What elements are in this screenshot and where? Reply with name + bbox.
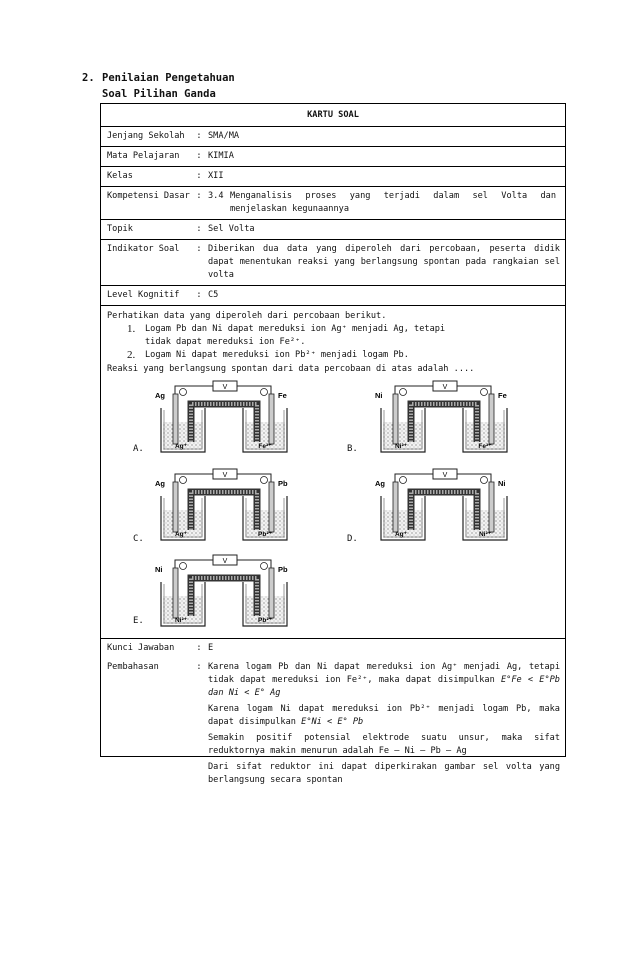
info-sep: :: [196, 286, 202, 306]
volta-cell-b: [371, 380, 521, 459]
info-row: [101, 286, 565, 306]
discussion-formula: E°Fe < E°Pb dan Ni < E° Ag: [208, 675, 560, 698]
metal-label-left: Ag: [155, 479, 165, 488]
discussion-paragraph: [208, 661, 560, 700]
discussion-paragraph: Semakin positif potensial elektrode suatu unsur, maka sifat reduktornya makin menurun adalah Fe – Ni – Pb – Ag: [208, 733, 560, 756]
volta-cell-svg: [371, 468, 521, 544]
info-sep: :: [196, 240, 202, 286]
card-info-table: [101, 127, 565, 306]
info-sep: :: [196, 187, 202, 220]
ion-label-right: Fe²⁺: [258, 443, 272, 450]
ion-label-left: Ag⁺: [394, 531, 408, 538]
answer-value: E: [208, 643, 214, 653]
ion-label-right: Ni²⁺: [478, 531, 492, 538]
kd-number: 3.4: [208, 191, 224, 201]
info-value: C5: [202, 286, 565, 306]
card-title: KARTU SOAL: [101, 104, 565, 127]
ion-label-right: Pb²⁺: [258, 617, 272, 624]
info-label: Mata Pelajaran: [101, 147, 196, 167]
question-item: [127, 349, 559, 362]
info-row: [101, 240, 565, 286]
option-label-e: E.: [133, 616, 144, 626]
terminal-left: [180, 477, 187, 484]
ion-label-right: Pb²⁺: [258, 531, 272, 538]
info-value: Diberikan dua data yang diperoleh dari percobaan, peserta didik dapat menentukan reaksi yang berlangsung spontan pada rangkaian sel volta: [202, 240, 565, 286]
volta-cell-svg: [151, 554, 301, 630]
info-label: Jenjang Sekolah: [101, 127, 196, 147]
answer-row: [101, 639, 565, 659]
volta-cell-svg: [151, 468, 301, 544]
electrode-left: [393, 394, 398, 444]
ion-label-left: Ag⁺: [174, 531, 188, 538]
discussion-row: [101, 658, 565, 793]
volta-cell-a: [151, 380, 301, 459]
terminal-left: [180, 563, 187, 570]
ion-label-right: Fe²⁺: [478, 443, 492, 450]
info-value: [202, 187, 565, 220]
info-label: Level Kognitif: [101, 286, 196, 306]
answer-options: [101, 376, 565, 638]
info-value: Sel Volta: [202, 220, 565, 240]
section-number: 2.: [82, 72, 95, 84]
section-subtitle: Soal Pilihan Ganda: [102, 88, 216, 100]
question-prompt: Reaksi yang berlangsung spontan dari data percobaan di atas adalah ....: [107, 364, 475, 374]
terminal-right: [261, 477, 268, 484]
answer-table: [101, 638, 565, 793]
electrode-right: [269, 394, 274, 444]
option-label-b: B.: [347, 444, 358, 454]
info-row: [101, 220, 565, 240]
info-sep: :: [196, 167, 202, 187]
kd-text: Menganalisis proses yang terjadi dalam sel Volta dan menjelaskan kegunaannya: [230, 191, 556, 214]
voltmeter-label: V: [442, 384, 448, 391]
volta-cell-c: [151, 468, 301, 547]
info-row: [101, 187, 565, 220]
option-label-a: A.: [133, 444, 144, 454]
section-title: Penilaian Pengetahuan: [102, 72, 235, 84]
discussion-formula: E°Ni < E° Pb: [301, 717, 364, 727]
info-label: Kompetensi Dasar: [101, 187, 196, 220]
option-label-c: C.: [133, 534, 144, 544]
volta-cell-svg: [151, 380, 301, 456]
terminal-right: [261, 389, 268, 396]
electrode-left: [173, 394, 178, 444]
item-text: Logam Ni dapat mereduksi ion Pb²⁺ menjadi logam Pb.: [145, 350, 409, 360]
info-value: XII: [202, 167, 565, 187]
voltmeter-label: V: [222, 472, 228, 479]
discussion-paragraph: [208, 703, 560, 729]
option-label-d: D.: [347, 534, 358, 544]
item-text: Logam Pb dan Ni dapat mereduksi ion Ag⁺ menjadi Ag, tetapi tidak dapat mereduksi ion Fe²⁺.: [145, 324, 446, 347]
electrode-left: [173, 568, 178, 618]
question-block: [101, 306, 565, 376]
info-label: Kelas: [101, 167, 196, 187]
item-number: 1.: [127, 323, 136, 335]
metal-label-left: Ag: [155, 391, 165, 400]
volta-cell-svg: [371, 380, 521, 456]
metal-label-left: Ag: [375, 479, 385, 488]
metal-label-left: Ni: [375, 391, 383, 400]
volta-cell-d: [371, 468, 521, 547]
discussion-text: [202, 658, 565, 793]
voltmeter-label: V: [222, 558, 228, 565]
info-row: [101, 127, 565, 147]
electrode-right: [489, 482, 494, 532]
question-intro: Perhatikan data yang diperoleh dari percobaan berikut.: [107, 311, 387, 321]
metal-label-right: Fe: [278, 391, 287, 400]
metal-label-right: Pb: [278, 565, 288, 574]
terminal-right: [481, 477, 488, 484]
ion-label-left: Ni²⁺: [394, 443, 408, 450]
info-row: [101, 147, 565, 167]
metal-label-right: Ni: [498, 479, 506, 488]
electrode-right: [269, 482, 274, 532]
terminal-left: [400, 389, 407, 396]
ion-label-left: Ni²⁺: [174, 617, 188, 624]
electrode-left: [173, 482, 178, 532]
terminal-left: [180, 389, 187, 396]
voltmeter-label: V: [222, 384, 228, 391]
volta-cell-e: [151, 554, 301, 633]
electrode-right: [269, 568, 274, 618]
discussion-text-part: Karena logam Ni dapat mereduksi ion Pb²⁺ menjadi logam Pb, maka dapat disimpulkan: [208, 704, 560, 727]
question-card: [100, 103, 566, 785]
metal-label-right: Fe: [498, 391, 507, 400]
discussion-label: Pembahasan: [107, 662, 159, 672]
info-sep: :: [196, 127, 202, 147]
answer-label: Kunci Jawaban: [107, 643, 175, 653]
discussion-paragraph: Dari sifat reduktor ini dapat diperkirakan gambar sel volta yang berlangsung secara spontan: [208, 762, 560, 785]
info-sep: :: [196, 220, 202, 240]
question-item: [127, 323, 559, 349]
discussion-text-part: Karena logam Pb dan Ni dapat mereduksi ion Ag⁺ menjadi Ag, tetapi tidak dapat mereduksi ion Fe²⁺, maka dapat disimpulkan: [208, 662, 560, 685]
answer-sep: :: [196, 643, 202, 653]
info-value: KIMIA: [202, 147, 565, 167]
info-row: [101, 167, 565, 187]
electrode-right: [489, 394, 494, 444]
ion-label-left: Ag⁺: [174, 443, 188, 450]
metal-label-left: Ni: [155, 565, 163, 574]
electrode-left: [393, 482, 398, 532]
info-label: Topik: [101, 220, 196, 240]
voltmeter-label: V: [442, 472, 448, 479]
section-heading: [82, 70, 235, 102]
discussion-sep: :: [196, 662, 202, 672]
info-sep: :: [196, 147, 202, 167]
info-value: SMA/MA: [202, 127, 565, 147]
terminal-right: [481, 389, 488, 396]
terminal-right: [261, 563, 268, 570]
info-label: Indikator Soal: [101, 240, 196, 286]
item-number: 2.: [127, 349, 136, 361]
metal-label-right: Pb: [278, 479, 288, 488]
terminal-left: [400, 477, 407, 484]
